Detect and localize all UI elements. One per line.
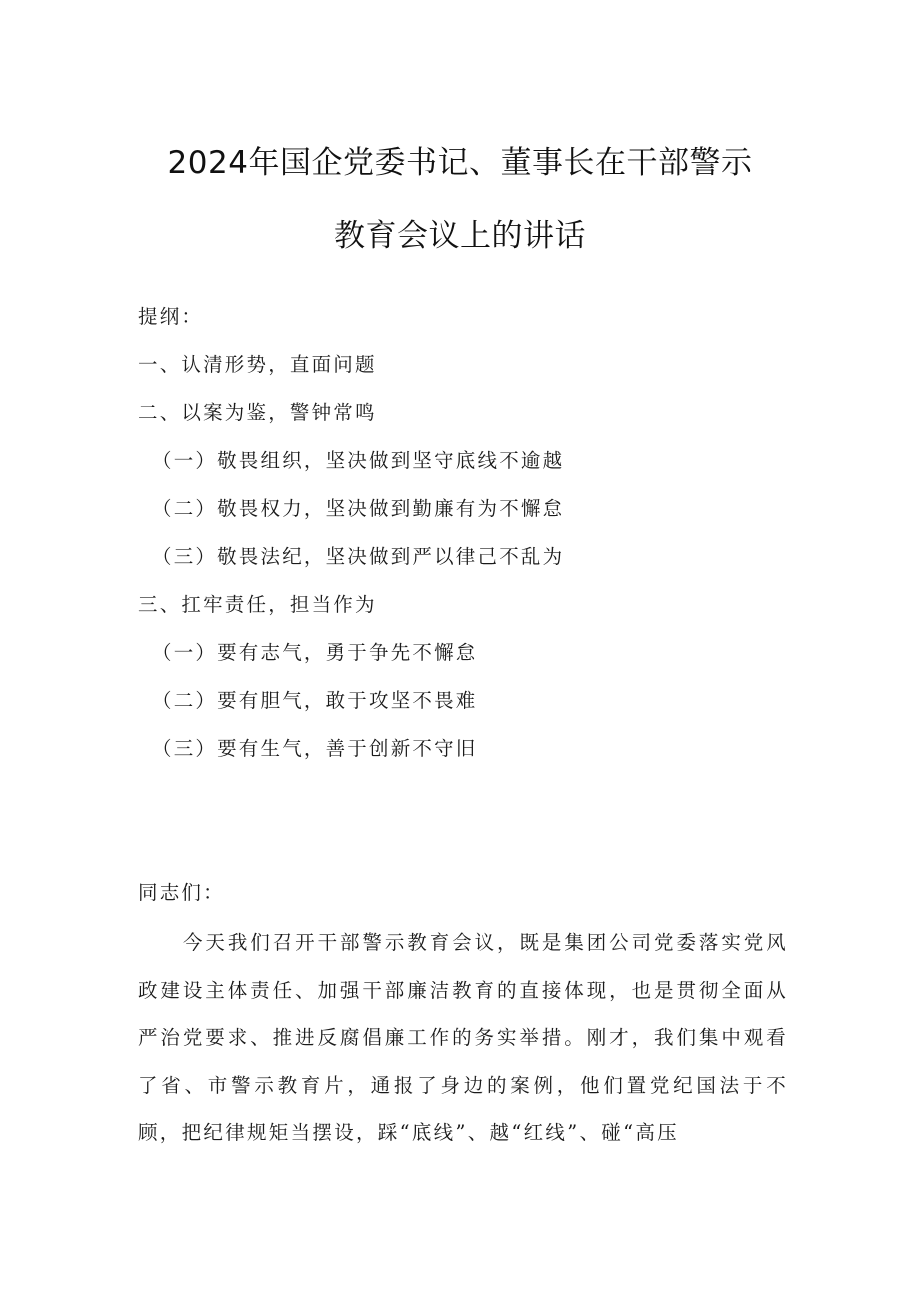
outline-section-3-item-2: （二）要有胆气，敢于攻坚不畏难 xyxy=(152,689,478,712)
outline-section-2: 二、以案为鉴，警钟常鸣 xyxy=(138,401,377,424)
document-title-line-2: 教育会议上的讲话 xyxy=(334,218,586,254)
outline-heading: 提纲： xyxy=(138,305,204,328)
outline-section-2-item-2: （二）敬畏权力，坚决做到勤廉有为不懈怠 xyxy=(152,497,565,520)
outline-section-2-item-3: （三）敬畏法纪，坚决做到严以律己不乱为 xyxy=(152,545,565,568)
outline-section-1: 一、认清形势，直面问题 xyxy=(138,353,377,376)
outline-section-3: 三、扛牢责任，担当作为 xyxy=(138,593,377,616)
outline-section-2-item-1: （一）敬畏组织，坚决做到坚守底线不逾越 xyxy=(152,449,565,472)
document-title-line-1: 2024年国企党委书记、董事长在干部警示 xyxy=(167,145,753,181)
body-paragraph: 今天我们召开干部警示教育会议，既是集团公司党委落实党风政建设主体责任、加强干部廉洁教育的直接体现，也是贯彻全面从严治党要求、推进反腐倡廉工作的务实举措。刚才，我们集中观看了省、市警示教育片，通报了身边的案例，他们置党纪国法于不顾，把纪律规矩当摆设，踩“底线”、越“红线”、碰“高压 xyxy=(138,931,788,1145)
outline-section-3-item-1: （一）要有志气，勇于争先不懈怠 xyxy=(152,641,478,664)
salutation: 同志们： xyxy=(138,881,225,904)
outline-section-3-item-3: （三）要有生气，善于创新不守旧 xyxy=(152,737,478,760)
